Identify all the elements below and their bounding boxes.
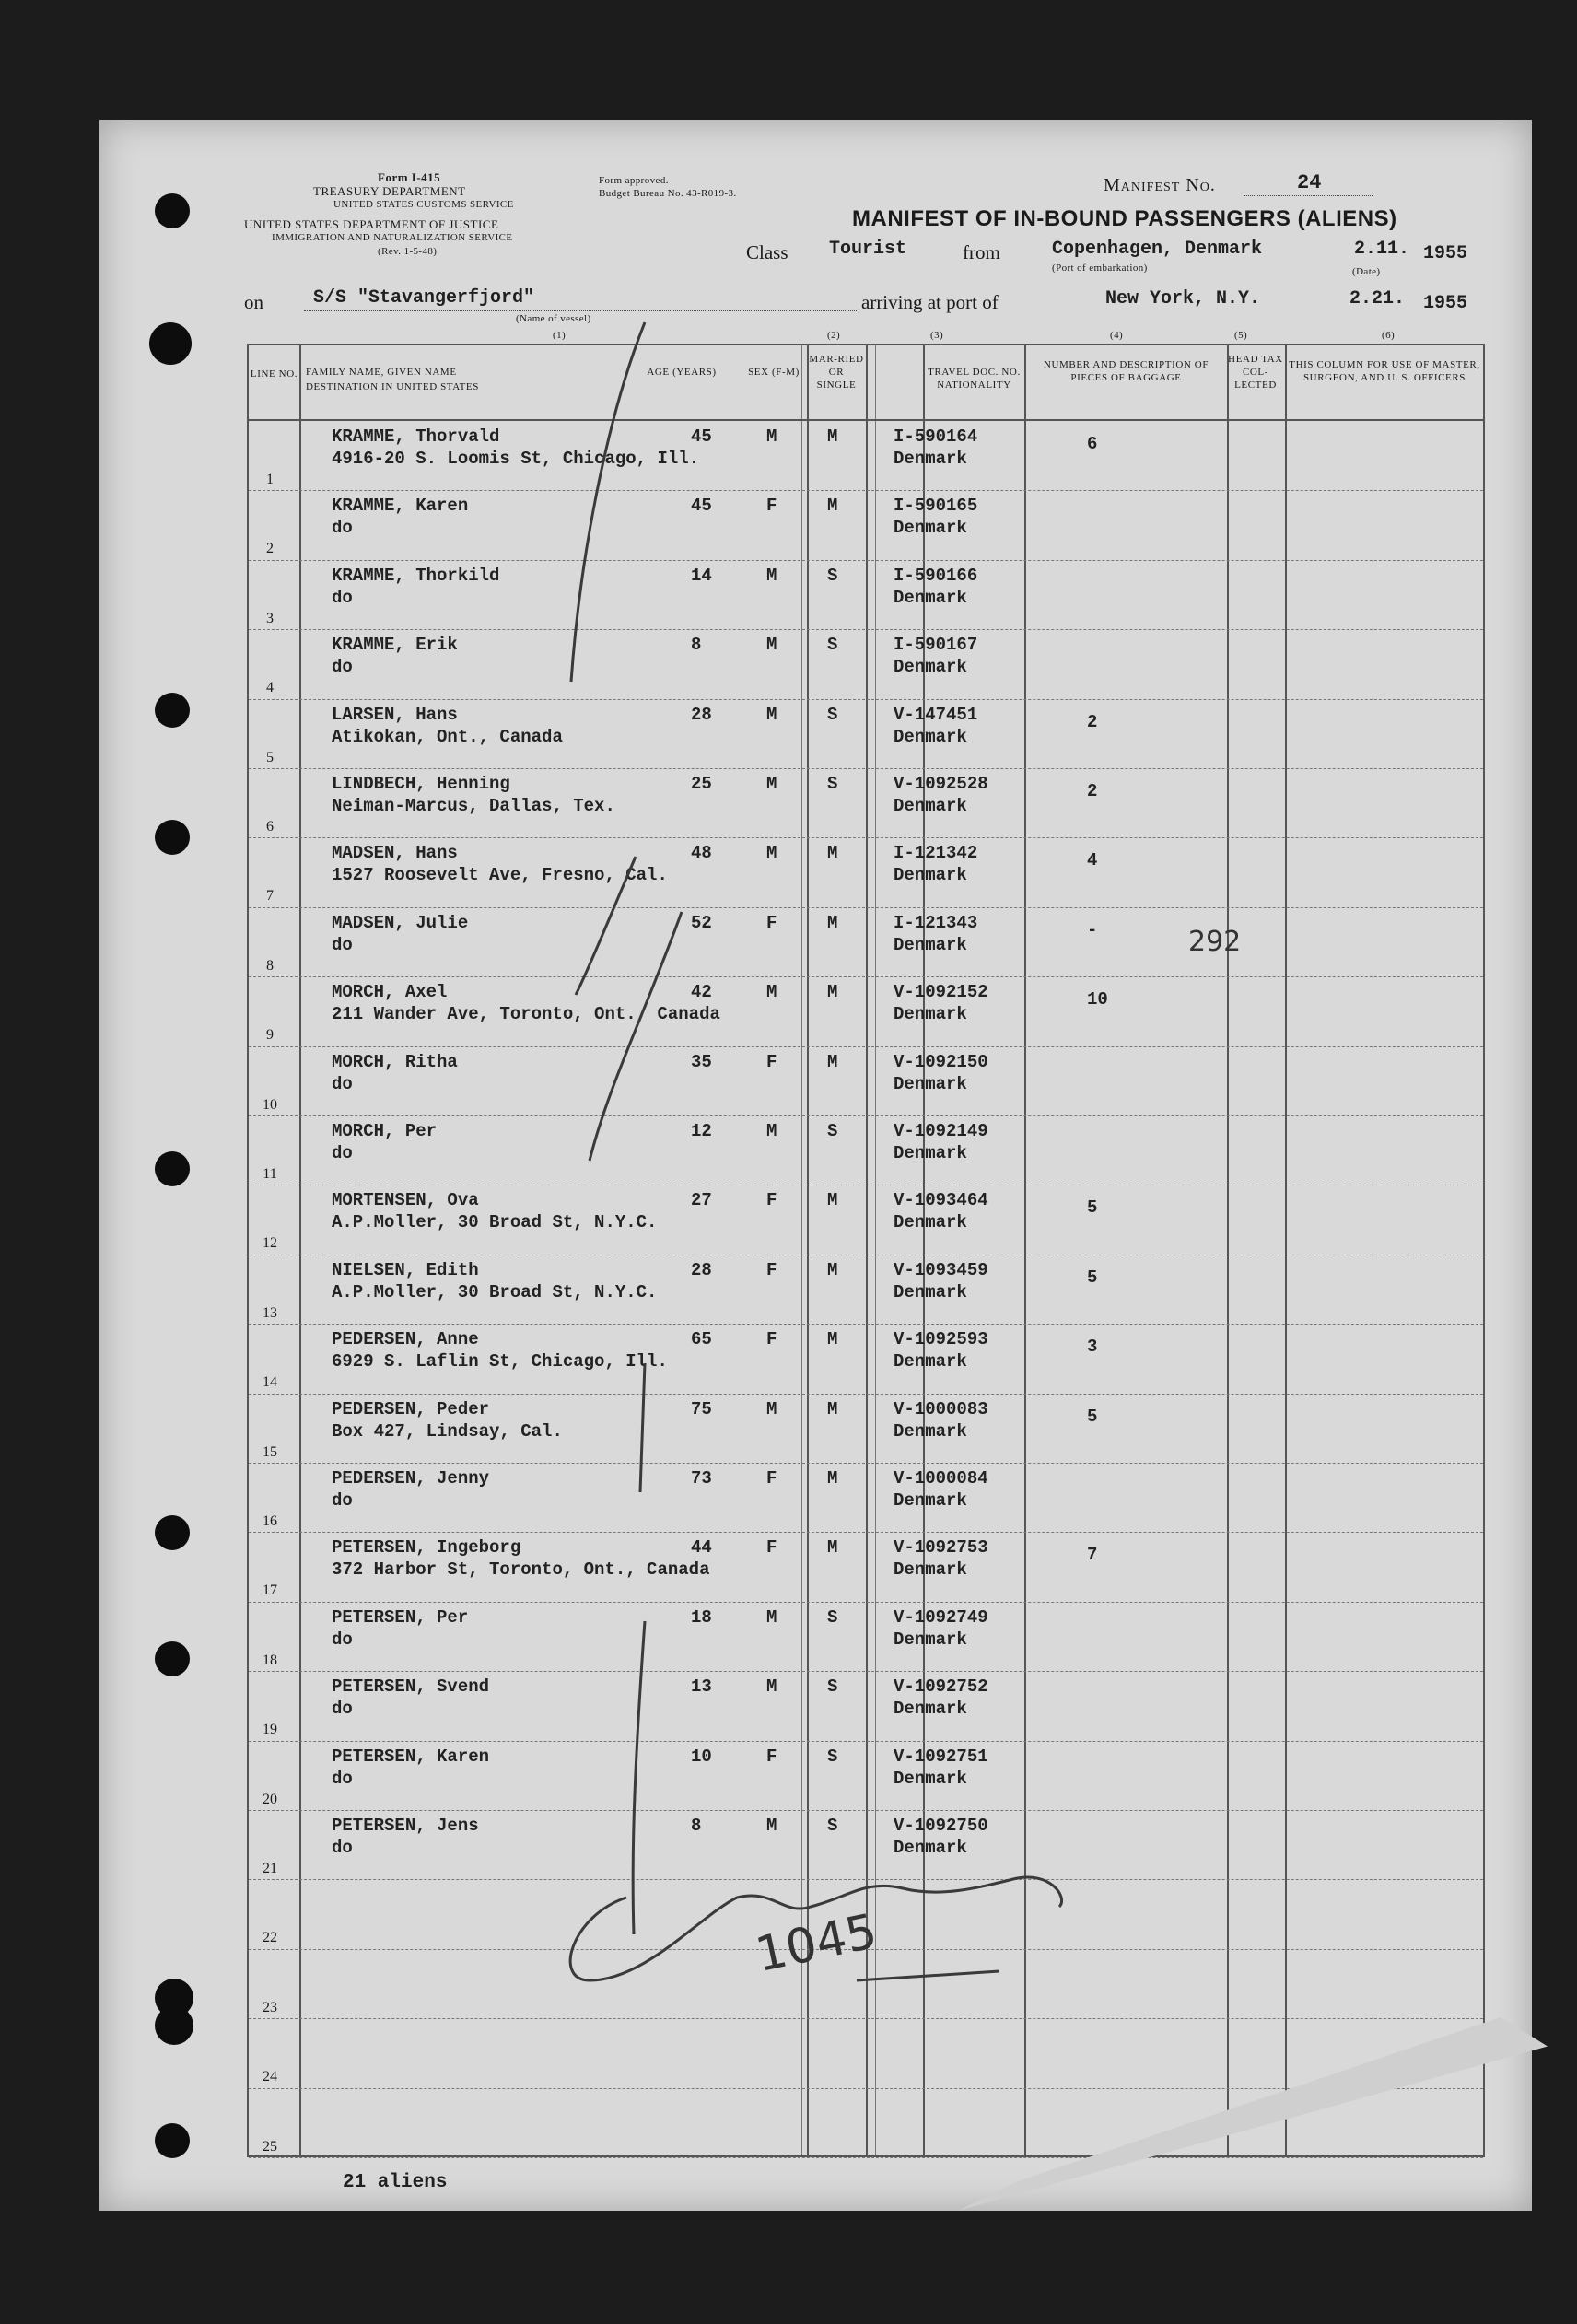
passenger-name: MORCH, Ritha: [332, 1051, 458, 1072]
line-number: 2: [266, 541, 274, 557]
passenger-sex: M: [766, 843, 777, 864]
travel-doc-number: V-1093459: [894, 1259, 988, 1280]
passenger-sex: M: [766, 982, 777, 1003]
col-number-1: (1): [553, 330, 567, 341]
passenger-sex: F: [766, 1051, 777, 1072]
travel-doc-number: V-147451: [894, 704, 978, 725]
passenger-marital-status: M: [827, 843, 838, 864]
passenger-age: 44: [691, 1537, 712, 1559]
immigration-service: IMMIGRATION AND NATURALIZATION SERVICE: [272, 232, 513, 243]
nationality: Denmark: [894, 1281, 967, 1302]
passenger-age: 28: [691, 704, 712, 725]
line-number: 24: [263, 2069, 277, 2085]
travel-doc-number: I-121342: [894, 843, 978, 864]
baggage-count: -: [1087, 919, 1098, 940]
nationality: Denmark: [894, 1212, 967, 1233]
baggage-count: 5: [1087, 1406, 1098, 1427]
vessel-caption: (Name of vessel): [516, 313, 591, 324]
arrival-year: 1955: [1423, 293, 1468, 314]
customs-service: UNITED STATES CUSTOMS SERVICE: [333, 199, 514, 210]
line-number: 3: [266, 610, 274, 626]
passenger-sex: F: [766, 496, 777, 517]
passenger-destination: do: [332, 1143, 353, 1163]
passenger-name: PEDERSEN, Jenny: [332, 1468, 490, 1489]
baggage-count: 6: [1087, 434, 1098, 454]
passenger-sex: F: [766, 1537, 777, 1559]
budget-bureau: Budget Bureau No. 43-R019-3.: [599, 188, 737, 199]
nationality: Denmark: [894, 1699, 967, 1720]
passenger-destination: do: [332, 657, 353, 678]
line-number: 10: [263, 1096, 277, 1113]
departure-year: 1955: [1423, 243, 1468, 264]
nationality: Denmark: [894, 1629, 967, 1650]
passenger-name: MADSEN, Hans: [332, 843, 458, 864]
departure-date: 2.11.: [1354, 239, 1410, 260]
header-destination: DESTINATION IN UNITED STATES: [306, 381, 479, 392]
passenger-destination: do: [332, 934, 353, 955]
manifest-no-label: Manifest No.: [1104, 175, 1216, 195]
passenger-marital-status: M: [827, 1051, 838, 1072]
form-number: Form I-415: [378, 170, 441, 184]
passenger-sex: F: [766, 1259, 777, 1280]
passenger-age: 45: [691, 496, 712, 517]
passenger-name: MORTENSEN, Ova: [332, 1190, 479, 1211]
baggage-count: 5: [1087, 1197, 1098, 1219]
passenger-name: KRAMME, Thorvald: [332, 426, 500, 447]
passenger-destination: 4916-20 S. Loomis St, Chicago, Ill.: [332, 449, 700, 469]
header-name: FAMILY NAME, GIVEN NAME: [306, 367, 457, 378]
passenger-name: PEDERSEN, Peder: [332, 1398, 490, 1419]
travel-doc-number: V-1092750: [894, 1816, 988, 1836]
passenger-name: LARSEN, Hans: [332, 704, 458, 725]
travel-doc-number: V-1092749: [894, 1606, 988, 1628]
nationality: Denmark: [894, 449, 967, 469]
passenger-destination: do: [332, 1699, 353, 1720]
passenger-age: 52: [691, 912, 712, 933]
passenger-age: 48: [691, 843, 712, 864]
passenger-age: 13: [691, 1676, 712, 1698]
passenger-destination: Neiman-Marcus, Dallas, Tex.: [332, 796, 615, 816]
nationality: Denmark: [894, 657, 967, 678]
line-number: 21: [263, 1861, 277, 1876]
travel-doc-number: I-590166: [894, 565, 978, 586]
passenger-marital-status: M: [827, 1190, 838, 1211]
passenger-age: 25: [691, 774, 712, 794]
from-value: Copenhagen, Denmark: [1052, 239, 1263, 260]
handwritten-total: 292: [1188, 926, 1242, 958]
passenger-age: 28: [691, 1259, 712, 1280]
nationality: Denmark: [894, 796, 967, 816]
passenger-sex: M: [766, 704, 777, 725]
line-number: 12: [263, 1235, 277, 1252]
passenger-age: 10: [691, 1746, 712, 1767]
line-number: 15: [263, 1443, 277, 1460]
passenger-destination: A.P.Moller, 30 Broad St, N.Y.C.: [332, 1281, 658, 1302]
line-number: 19: [263, 1722, 277, 1738]
passenger-age: 35: [691, 1051, 712, 1072]
passenger-sex: M: [766, 1606, 777, 1628]
nationality: Denmark: [894, 934, 967, 955]
baggage-count: 2: [1087, 711, 1098, 732]
header-sex: SEX (F-M): [748, 367, 800, 378]
passenger-destination: do: [332, 518, 353, 539]
baggage-count: 2: [1087, 781, 1098, 801]
travel-doc-number: V-1092528: [894, 774, 988, 794]
arrival-port: New York, N.Y.: [1105, 288, 1261, 309]
header-line-no: LINE NO.: [250, 368, 298, 380]
header-age: AGE (YEARS): [647, 367, 717, 378]
passenger-sex: M: [766, 635, 777, 656]
nationality: Denmark: [894, 518, 967, 539]
travel-doc-number: V-1092149: [894, 1121, 988, 1141]
col-number-5: (5): [1234, 330, 1248, 341]
passenger-destination: do: [332, 587, 353, 608]
passenger-destination: Atikokan, Ont., Canada: [332, 726, 563, 747]
passenger-age: 42: [691, 982, 712, 1003]
passenger-age: 73: [691, 1468, 712, 1489]
passenger-destination: 6929 S. Laflin St, Chicago, Ill.: [332, 1351, 668, 1372]
line-number: 16: [263, 1513, 277, 1529]
header-head-tax: HEAD TAX COL-LECTED: [1228, 354, 1283, 391]
passenger-marital-status: S: [827, 1816, 838, 1836]
passenger-destination: do: [332, 1838, 353, 1858]
passenger-name: PETERSEN, Svend: [332, 1676, 490, 1698]
passenger-marital-status: S: [827, 1121, 838, 1141]
travel-doc-number: V-1000084: [894, 1468, 988, 1489]
passenger-sex: M: [766, 1676, 777, 1698]
passenger-name: KRAMME, Erik: [332, 635, 458, 656]
line-number: 4: [266, 680, 274, 696]
passenger-sex: F: [766, 912, 777, 933]
passenger-marital-status: M: [827, 426, 838, 447]
line-number: 17: [263, 1582, 277, 1599]
handwritten-number: 1045: [751, 1903, 882, 1984]
passenger-marital-status: S: [827, 565, 838, 586]
baggage-count: 10: [1087, 989, 1108, 1010]
line-number: 11: [263, 1166, 277, 1182]
passenger-sex: M: [766, 774, 777, 794]
header-baggage: NUMBER AND DESCRIPTION OF PIECES OF BAGGAGE: [1043, 359, 1209, 383]
class-value: Tourist: [829, 239, 907, 260]
line-number: 25: [263, 2138, 277, 2155]
vessel-name: S/S "Stavangerfjord": [313, 287, 535, 309]
passenger-marital-status: M: [827, 1537, 838, 1559]
nationality: Denmark: [894, 1838, 967, 1858]
passenger-destination: Box 427, Lindsay, Cal.: [332, 1420, 563, 1442]
travel-doc-number: V-1092152: [894, 982, 988, 1003]
nationality: Denmark: [894, 726, 967, 747]
passenger-age: 45: [691, 426, 712, 447]
header-officers: THIS COLUMN FOR USE OF MASTER, SURGEON, AND U. S. OFFICERS: [1289, 359, 1480, 383]
baggage-count: 7: [1087, 1545, 1098, 1566]
passenger-marital-status: M: [827, 496, 838, 517]
nationality: Denmark: [894, 1559, 967, 1581]
header-married: MAR-RIED OR SINGLE: [809, 354, 864, 391]
line-number: 22: [263, 1930, 277, 1946]
passenger-name: MORCH, Per: [332, 1121, 438, 1141]
passenger-marital-status: M: [827, 1259, 838, 1280]
passenger-marital-status: S: [827, 704, 838, 725]
baggage-count: 5: [1087, 1267, 1098, 1288]
col-number-3: (3): [930, 330, 944, 341]
passenger-marital-status: M: [827, 912, 838, 933]
passenger-name: MORCH, Axel: [332, 982, 448, 1003]
passenger-marital-status: M: [827, 1329, 838, 1350]
travel-doc-number: V-1092150: [894, 1051, 988, 1072]
line-number: 7: [266, 888, 274, 905]
passenger-destination: 372 Harbor St, Toronto, Ont., Canada: [332, 1559, 710, 1581]
line-number: 8: [266, 957, 274, 974]
travel-doc-number: V-1092753: [894, 1537, 988, 1559]
passenger-sex: M: [766, 565, 777, 586]
nationality: Denmark: [894, 1004, 967, 1025]
passenger-marital-status: S: [827, 1676, 838, 1698]
passenger-sex: M: [766, 1398, 777, 1419]
header-travel-doc: TRAVEL DOC. NO. NATIONALITY: [928, 367, 1021, 391]
line-number: 6: [266, 819, 274, 835]
passenger-name: KRAMME, Karen: [332, 496, 469, 517]
passenger-name: PETERSEN, Karen: [332, 1746, 490, 1767]
passenger-marital-status: S: [827, 635, 838, 656]
passenger-age: 18: [691, 1606, 712, 1628]
passenger-age: 27: [691, 1190, 712, 1211]
nationality: Denmark: [894, 1420, 967, 1442]
travel-doc-number: V-1092751: [894, 1746, 988, 1767]
travel-doc-number: I-590165: [894, 496, 978, 517]
passenger-name: MADSEN, Julie: [332, 912, 469, 933]
travel-doc-number: I-121343: [894, 912, 978, 933]
line-number: 20: [263, 1791, 277, 1807]
passenger-destination: do: [332, 1490, 353, 1511]
passenger-age: 8: [691, 635, 702, 656]
passenger-destination: 211 Wander Ave, Toronto, Ont., Canada: [332, 1004, 720, 1025]
revision-date: (Rev. 1-5-48): [378, 246, 438, 257]
page-title: MANIFEST OF IN-BOUND PASSENGERS (ALIENS): [852, 206, 1397, 231]
port-embarkation-caption: (Port of embarkation): [1052, 263, 1148, 274]
date-caption: (Date): [1352, 266, 1381, 277]
form-approved: Form approved.: [599, 175, 669, 186]
travel-doc-number: I-590164: [894, 426, 978, 447]
col-number-4: (4): [1110, 330, 1124, 341]
line-number: 1: [266, 472, 274, 487]
from-label: from: [963, 241, 1000, 263]
passenger-destination: do: [332, 1768, 353, 1789]
manifest-no-value: 24: [1297, 171, 1322, 194]
nationality: Denmark: [894, 1490, 967, 1511]
travel-doc-number: V-1092752: [894, 1676, 988, 1698]
passenger-sex: M: [766, 1121, 777, 1141]
passenger-marital-status: M: [827, 1468, 838, 1489]
travel-doc-number: V-1000083: [894, 1398, 988, 1419]
passenger-sex: M: [766, 426, 777, 447]
nationality: Denmark: [894, 587, 967, 608]
nationality: Denmark: [894, 865, 967, 886]
nationality: Denmark: [894, 1143, 967, 1163]
nationality: Denmark: [894, 1768, 967, 1789]
passenger-sex: F: [766, 1746, 777, 1767]
passenger-age: 14: [691, 565, 712, 586]
nationality: Denmark: [894, 1073, 967, 1094]
justice-department: UNITED STATES DEPARTMENT OF JUSTICE: [244, 217, 499, 231]
passenger-age: 12: [691, 1121, 712, 1141]
line-number: 5: [266, 749, 274, 765]
passenger-name: NIELSEN, Edith: [332, 1259, 479, 1280]
arrival-date: 2.21.: [1349, 288, 1406, 309]
col-number-2: (2): [827, 330, 841, 341]
footer-alien-count: 21 aliens: [343, 2172, 448, 2193]
line-number: 23: [263, 1999, 277, 2015]
passenger-marital-status: M: [827, 1398, 838, 1419]
passenger-name: PETERSEN, Per: [332, 1606, 469, 1628]
passenger-age: 8: [691, 1816, 702, 1836]
passenger-destination: do: [332, 1073, 353, 1094]
travel-doc-number: I-590167: [894, 635, 978, 656]
passenger-destination: 1527 Roosevelt Ave, Fresno, Cal.: [332, 865, 668, 886]
col-number-6: (6): [1382, 330, 1396, 341]
passenger-name: LINDBECH, Henning: [332, 774, 510, 794]
on-label: on: [244, 291, 263, 313]
line-number: 18: [263, 1652, 277, 1668]
passenger-marital-status: S: [827, 1746, 838, 1767]
passenger-age: 65: [691, 1329, 712, 1350]
line-number: 14: [263, 1374, 277, 1391]
passenger-sex: F: [766, 1468, 777, 1489]
line-number: 9: [266, 1027, 274, 1044]
arriving-label: arriving at port of: [861, 291, 999, 313]
passenger-marital-status: M: [827, 982, 838, 1003]
passenger-marital-status: S: [827, 774, 838, 794]
passenger-sex: F: [766, 1190, 777, 1211]
travel-doc-number: V-1093464: [894, 1190, 988, 1211]
line-number: 13: [263, 1304, 277, 1321]
passenger-destination: A.P.Moller, 30 Broad St, N.Y.C.: [332, 1212, 658, 1233]
passenger-sex: M: [766, 1816, 777, 1836]
passenger-destination: do: [332, 1629, 353, 1650]
passenger-name: KRAMME, Thorkild: [332, 565, 500, 586]
nationality: Denmark: [894, 1351, 967, 1372]
passenger-name: PETERSEN, Ingeborg: [332, 1537, 521, 1559]
class-label: Class: [746, 241, 788, 263]
passenger-age: 75: [691, 1398, 712, 1419]
baggage-count: 3: [1087, 1337, 1098, 1358]
passenger-marital-status: S: [827, 1606, 838, 1628]
baggage-count: 4: [1087, 850, 1098, 871]
travel-doc-number: V-1092593: [894, 1329, 988, 1350]
treasury-department: TREASURY DEPARTMENT: [313, 184, 466, 198]
passenger-sex: F: [766, 1329, 777, 1350]
passenger-name: PEDERSEN, Anne: [332, 1329, 479, 1350]
passenger-name: PETERSEN, Jens: [332, 1816, 479, 1836]
